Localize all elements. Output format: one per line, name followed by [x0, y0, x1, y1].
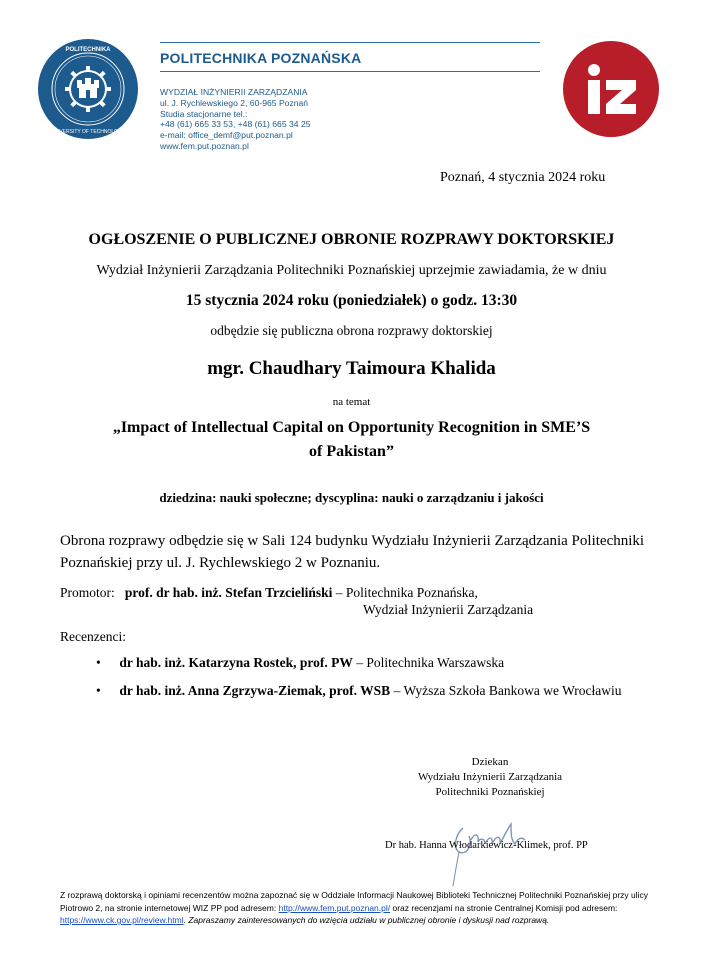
footer-text-part2: oraz recenzjami na stronie Centralnej Komisji pod adresem: — [392, 902, 618, 913]
dean-block — [380, 755, 600, 800]
defense-announcement: odbędzie się publiczna obrona rozprawy doktorskiej — [210, 323, 493, 338]
candidate-name: mgr. Chaudhary Taimoura Khalida — [207, 358, 496, 379]
dean-faculty: Wydziału Inżynierii Zarządzania — [417, 771, 563, 783]
street-address: ul. J. Rychlewskiego 2, 60-965 Poznań — [160, 97, 309, 108]
reviewer-affiliation: – Wyższa Szkoła Bankowa we Wrocławiu — [393, 683, 622, 698]
field-label: dziedzina: — [159, 490, 217, 505]
promoter-name: prof. dr hab. inż. Stefan Trzcieliński — [124, 585, 333, 600]
bullet: • — [96, 683, 101, 698]
venue-line1: Obrona rozprawy odbędzie się w Sali 124 budynku Wydziału Inżynierii Zarządzania Politechniki — [60, 533, 645, 549]
defense-date: 15 stycznia 2024 roku (poniedziałek) o godz. 13:30 — [185, 292, 518, 309]
email-address[interactable]: e-mail: office_demf@put.poznan.pl — [160, 130, 293, 141]
bullet: • — [96, 655, 101, 670]
website-link[interactable]: www.fem.put.poznan.pl — [160, 140, 249, 151]
signer-name: Dr hab. Hanna Włodarkiewicz-Klimek, prof. PP — [385, 840, 588, 851]
promoter-faculty: Wydział Inżynierii Zarządzania — [363, 602, 534, 617]
svg-text:POLITECHNIKA: POLITECHNIKA — [65, 47, 111, 53]
university-seal — [37, 38, 139, 140]
field-value: nauki społeczne; — [219, 490, 312, 505]
announcement-title: OGŁOSZENIE O PUBLICZNEJ OBRONIE ROZPRAWY DOKTORSKIEJ — [88, 231, 615, 248]
venue-paragraph — [60, 530, 700, 574]
footer-link-commission[interactable]: https://www.ck.gov.pl/review.html — [60, 915, 184, 925]
phone-numbers: +48 (61) 665 33 53, +48 (61) 665 34 25 — [160, 119, 311, 130]
intro-text: Wydział Inżynierii Zarządzania Politechniki Poznańskiej uprzejmie zawiadamia, że w dniu — [96, 263, 607, 278]
venue-line2: Poznańskiej przy ul. J. Rychlewskiego 2 w Poznaniu. — [60, 555, 381, 571]
iz-logo — [562, 40, 660, 138]
discipline-value: nauki o zarządzaniu i jakości — [381, 490, 544, 505]
dean-university: Politechniki Poznańskiej — [435, 786, 545, 798]
reviewer-affiliation: – Politechnika Warszawska — [356, 655, 505, 670]
promoter-line — [60, 585, 478, 601]
header-rule-top — [160, 42, 540, 43]
discipline-label: dyscyplina: — [315, 490, 379, 505]
svg-text:UNIVERSITY OF TECHNOLOGY: UNIVERSITY OF TECHNOLOGY — [50, 129, 126, 135]
promoter-label: Promotor: — [60, 585, 115, 600]
reviewer-name: dr hab. inż. Katarzyna Rostek, prof. PW — [119, 655, 353, 670]
document-date: Poznań, 4 stycznia 2024 roku — [440, 170, 606, 185]
dean-title: Dziekan — [471, 756, 509, 768]
faculty-name: WYDZIAŁ INŻYNIERII ZARZĄDZANIA — [160, 87, 308, 97]
thesis-title-text1: „Impact of Intellectual Capital on Opportunity Recognition in SME’S — [112, 419, 591, 436]
topic-label: na temat — [332, 396, 371, 408]
reviewer-item — [96, 655, 504, 671]
header-rule-bottom — [160, 71, 540, 72]
reviewer-item — [96, 683, 622, 699]
footer-link-faculty[interactable]: http://www.fem.put.poznan.pl/ — [278, 902, 391, 913]
discipline-line — [0, 490, 703, 506]
reviewer-name: dr hab. inż. Anna Zgrzywa-Ziemak, prof. WSB — [119, 683, 391, 698]
studies-label: Studia stacjonarne tel.: — [160, 108, 248, 119]
thesis-title-line2: of Pakistan” — [309, 443, 394, 460]
thesis-title-line1 — [0, 419, 703, 437]
promoter-affiliation: – Politechnika Poznańska, — [335, 585, 478, 600]
footer-note — [60, 889, 670, 927]
faculty-address-block — [160, 87, 311, 152]
footer-text-part3: . Zapraszamy zainteresowanych do wzięcia udziału w publicznej obronie i dyskusji nad rozprawą. — [183, 915, 550, 925]
footer-text-part1: Z rozprawą doktorską i opiniami recenzentów można zapoznać się w Oddziale Informacji Naukowej Biblioteki Technicznej Politechniki Poznańskiej przy ulicy Piotrowo 2, na stronie internetowej WIZ PP pod adresem: — [60, 890, 649, 913]
reviewers-label: Recenzenci: — [60, 629, 126, 644]
university-name: POLITECHNIKA POZNAŃSKA — [160, 50, 362, 66]
